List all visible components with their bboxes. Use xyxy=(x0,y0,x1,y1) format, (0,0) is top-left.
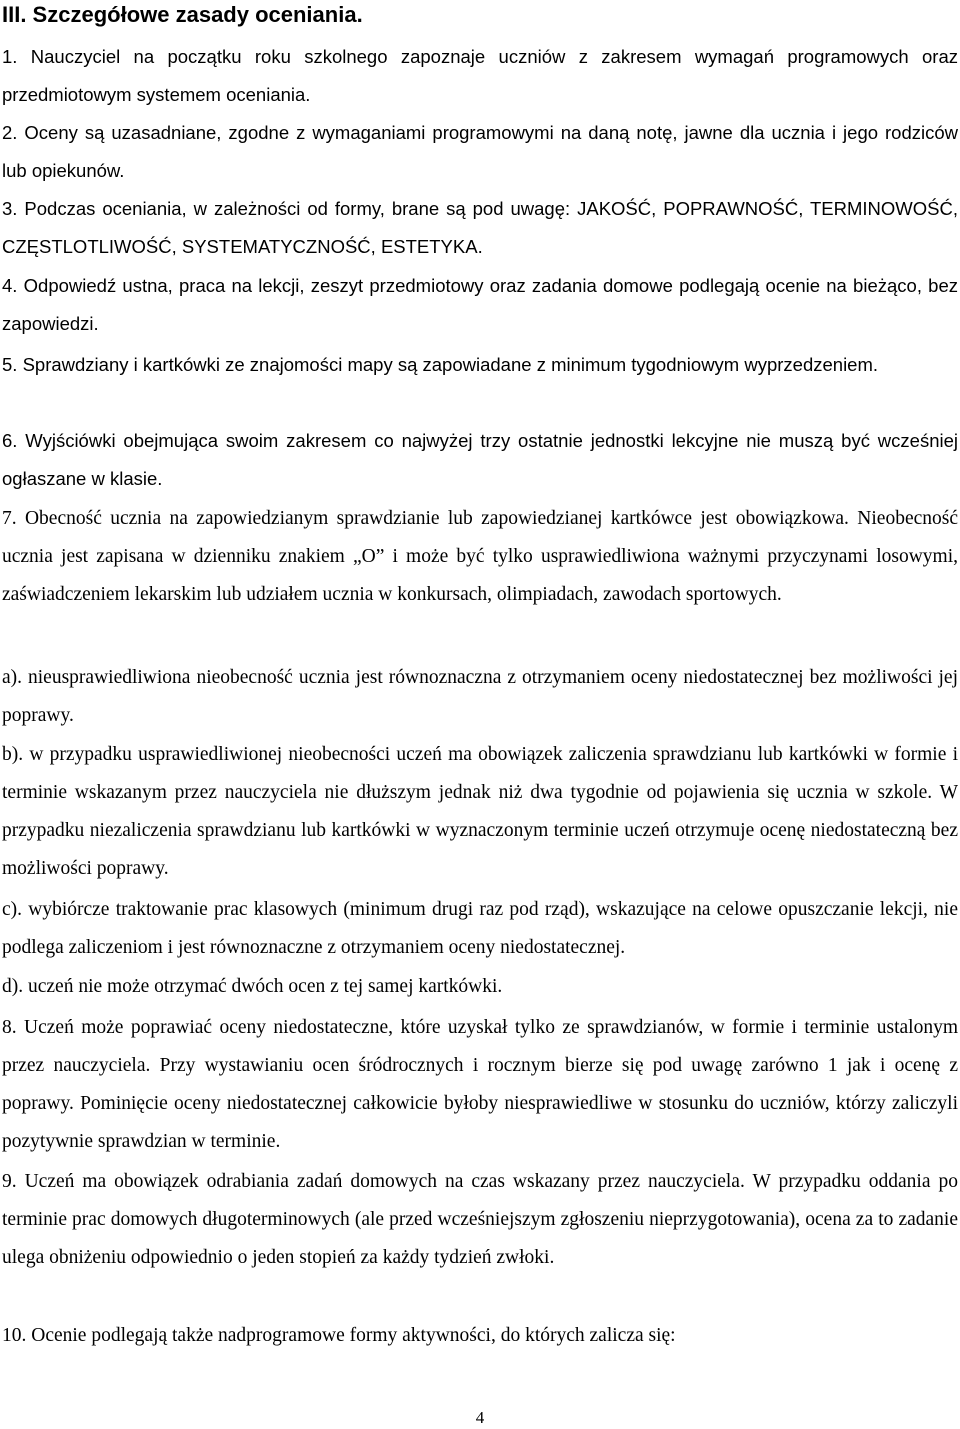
paragraph-7a: a). nieusprawiedliwiona nieobecność ucznia jest równoznaczna z otrzymaniem oceny niedostatecznej bez możliwości jej poprawy. xyxy=(2,667,958,726)
paragraph-1: 1. Nauczyciel na początku roku szkolnego zapoznaje uczniów z zakresem wymagań programowych oraz przedmiotowym systemem oceniania. xyxy=(2,46,958,105)
paragraph-2: 2. Oceny są uzasadniane, zgodne z wymaganiami programowymi na daną notę, jawne dla ucznia i jego rodziców lub opiekunów. xyxy=(2,122,958,181)
paragraph-7c: c). wybiórcze traktowanie prac klasowych (minimum drugi raz pod rząd), wskazujące na celowe opuszczanie lekcji, nie podlega zaliczeniom i jest równoznaczne z otrzymaniem oceny niedostatecznej. xyxy=(2,899,958,958)
paragraph-7b: b). w przypadku usprawiedliwionej nieobecności uczeń ma obowiązek zaliczenia sprawdzianu lub kartkówki w formie i terminie wskazanym przez nauczyciela nie dłuższym jednak niż dwa tygodnie od pojawienia się ucznia w szkole. W przypadku niezaliczenia sprawdzianu lub kartkówki w wyznaczonym terminie uczeń otrzymuje ocenę niedostateczną bez możliwości poprawy. xyxy=(2,744,958,879)
paragraph-3: 3. Podczas oceniania, w zależności od formy, brane są pod uwagę: JAKOŚĆ, POPRAWNOŚĆ, TERMINOWOŚĆ, CZĘSTLOTLIWOŚĆ, SYSTEMATYCZNOŚĆ, ESTETYKA. xyxy=(2,198,958,257)
paragraph-7d: d). uczeń nie może otrzymać dwóch ocen z tej samej kartkówki. xyxy=(2,976,503,997)
paragraph-4: 4. Odpowiedź ustna, praca na lekcji, zeszyt przedmiotowy oraz zadania domowe podlegają ocenie na bieżąco, bez zapowiedzi. xyxy=(2,275,958,334)
paragraph-7: 7. Obecność ucznia na zapowiedzianym sprawdzianie lub zapowiedzianej kartkówce jest obowiązkowa. Nieobecność ucznia jest zapisana w dzienniku znakiem „O” i może być tylko usprawiedliwiona ważnymi przyczynami losowymi, zaświadczeniem lekarskim lub udziałem ucznia w konkursach, olimpiadach, zawodach sportowych. xyxy=(2,508,958,605)
paragraph-6: 6. Wyjściówki obejmująca swoim zakresem co najwyżej trzy ostatnie jednostki lekcyjne nie muszą być wcześniej ogłaszane w klasie. xyxy=(2,430,958,489)
section-heading: III. Szczegółowe zasady oceniania. xyxy=(2,2,363,27)
page-number: 4 xyxy=(475,1408,485,1427)
paragraph-5: 5. Sprawdziany i kartkówki ze znajomości mapy są zapowiadane z minimum tygodniowym wyprzedzeniem. xyxy=(2,354,879,375)
paragraph-8: 8. Uczeń może poprawiać oceny niedostateczne, które uzyskał tylko ze sprawdzianów, w formie i terminie ustalonym przez nauczyciela. Przy wystawianiu ocen śródrocznych i rocznym bierze się pod uwagę zarówno 1 jak i ocenę z poprawy. Pominięcie oceny niedostatecznej całkowicie byłoby niesprawiedliwe w stosunku do uczniów, którzy zaliczyli pozytywnie sprawdzian w terminie. xyxy=(2,1017,958,1152)
paragraph-9: 9. Uczeń ma obowiązek odrabiania zadań domowych na czas wskazany przez nauczyciela. W przypadku oddania po terminie prac domowych długoterminowych (ale przed wcześniejszym zgłoszeniu nieprzygotowania), ocena za to zadanie ulega obniżeniu odpowiednio o jeden stopień za każdy tydzień zwłoki. xyxy=(2,1171,958,1268)
paragraph-10: 10. Ocenie podlegają także nadprogramowe formy aktywności, do których zalicza się: xyxy=(2,1325,676,1346)
